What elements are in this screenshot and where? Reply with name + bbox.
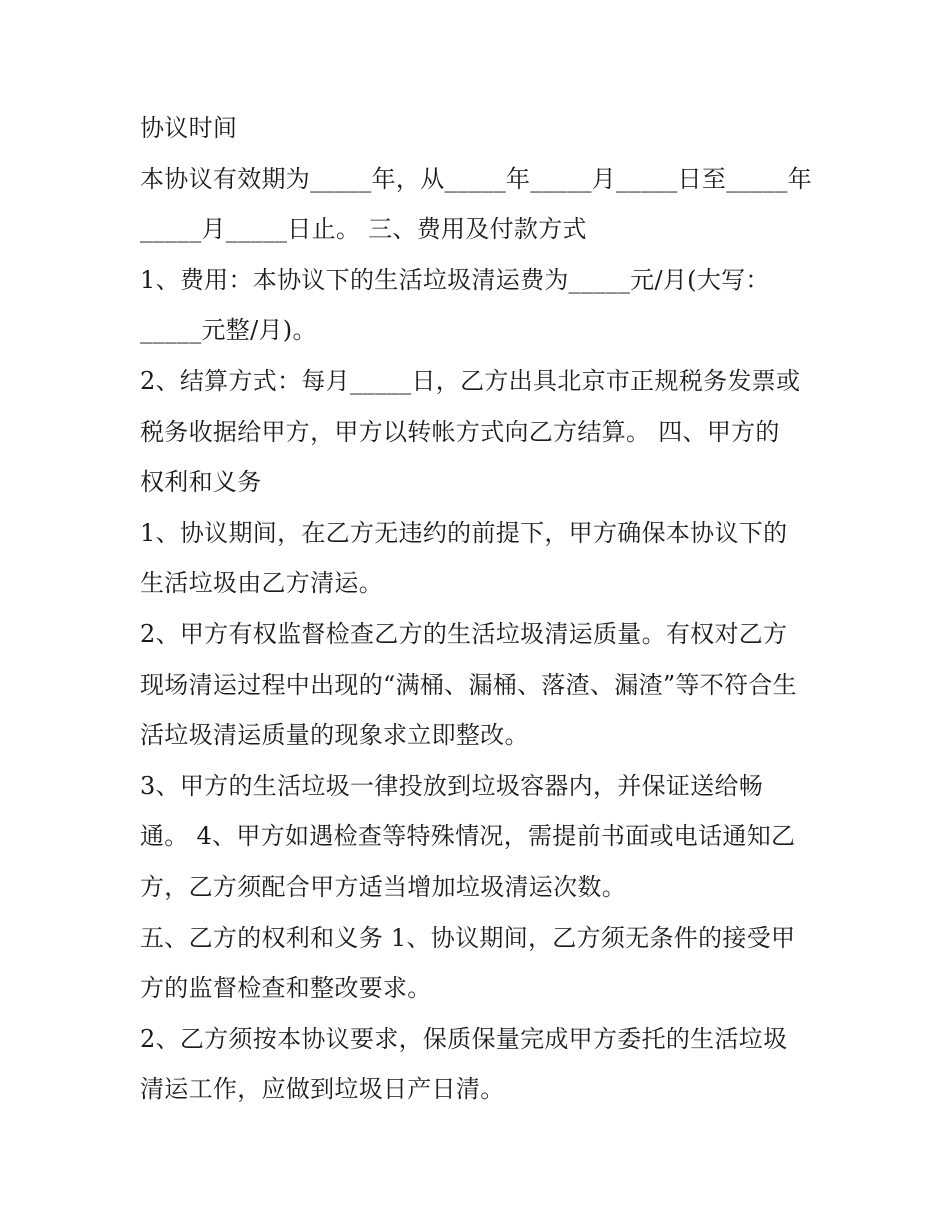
text-line: 税务收据给甲方，甲方以转帐方式向乙方结算。 四、甲方的 xyxy=(140,417,780,446)
text-line: 方，乙方须配合甲方适当增加垃圾清运次数。 xyxy=(140,872,626,901)
text-line: 五、乙方的权利和义务 1、协议期间，乙方须无条件的接受甲 xyxy=(140,923,796,952)
text-line: _____元整/月)。 xyxy=(140,316,317,345)
text-line: 3、甲方的生活垃圾一律投放到垃圾容器内，并保证送给畅 xyxy=(140,771,764,800)
text-line: 1、协议期间，在乙方无违约的前提下，甲方确保本协议下的 xyxy=(140,518,788,547)
document-body xyxy=(140,103,820,1115)
text-line: 通。 4、甲方如遇检查等特殊情况，需提前书面或电话通知乙 xyxy=(140,822,796,851)
heading-agreement-period: 协议时间 xyxy=(140,114,238,142)
text-line: 生活垃圾由乙方清运。 xyxy=(140,569,383,598)
text-line: 现场清运过程中出现的“满桶、漏桶、落渣、漏渣”等不符合生 xyxy=(140,670,797,699)
text-line: 1、费用：本协议下的生活垃圾清运费为_____元/月(大写： xyxy=(140,265,770,294)
text-line: 2、甲方有权监督检查乙方的生活垃圾清运质量。有权对乙方 xyxy=(140,619,788,648)
text-line: 活垃圾清运质量的现象求立即整改。 xyxy=(140,721,529,750)
text-line: 本协议有效期为_____年，从_____年_____月_____日至_____年 xyxy=(140,164,812,193)
text-line: _____月_____日止。 三、费用及付款方式 xyxy=(140,215,587,244)
text-line: 权利和义务 xyxy=(140,468,262,497)
text-line: 2、结算方式：每月_____日，乙方出具北京市正规税务发票或 xyxy=(140,366,801,395)
text-line: 2、乙方须按本协议要求，保质保量完成甲方委托的生活垃圾 xyxy=(140,1024,788,1053)
text-line: 清运工作，应做到垃圾日产日清。 xyxy=(140,1075,505,1104)
text-line: 方的监督检查和整改要求。 xyxy=(140,974,432,1003)
